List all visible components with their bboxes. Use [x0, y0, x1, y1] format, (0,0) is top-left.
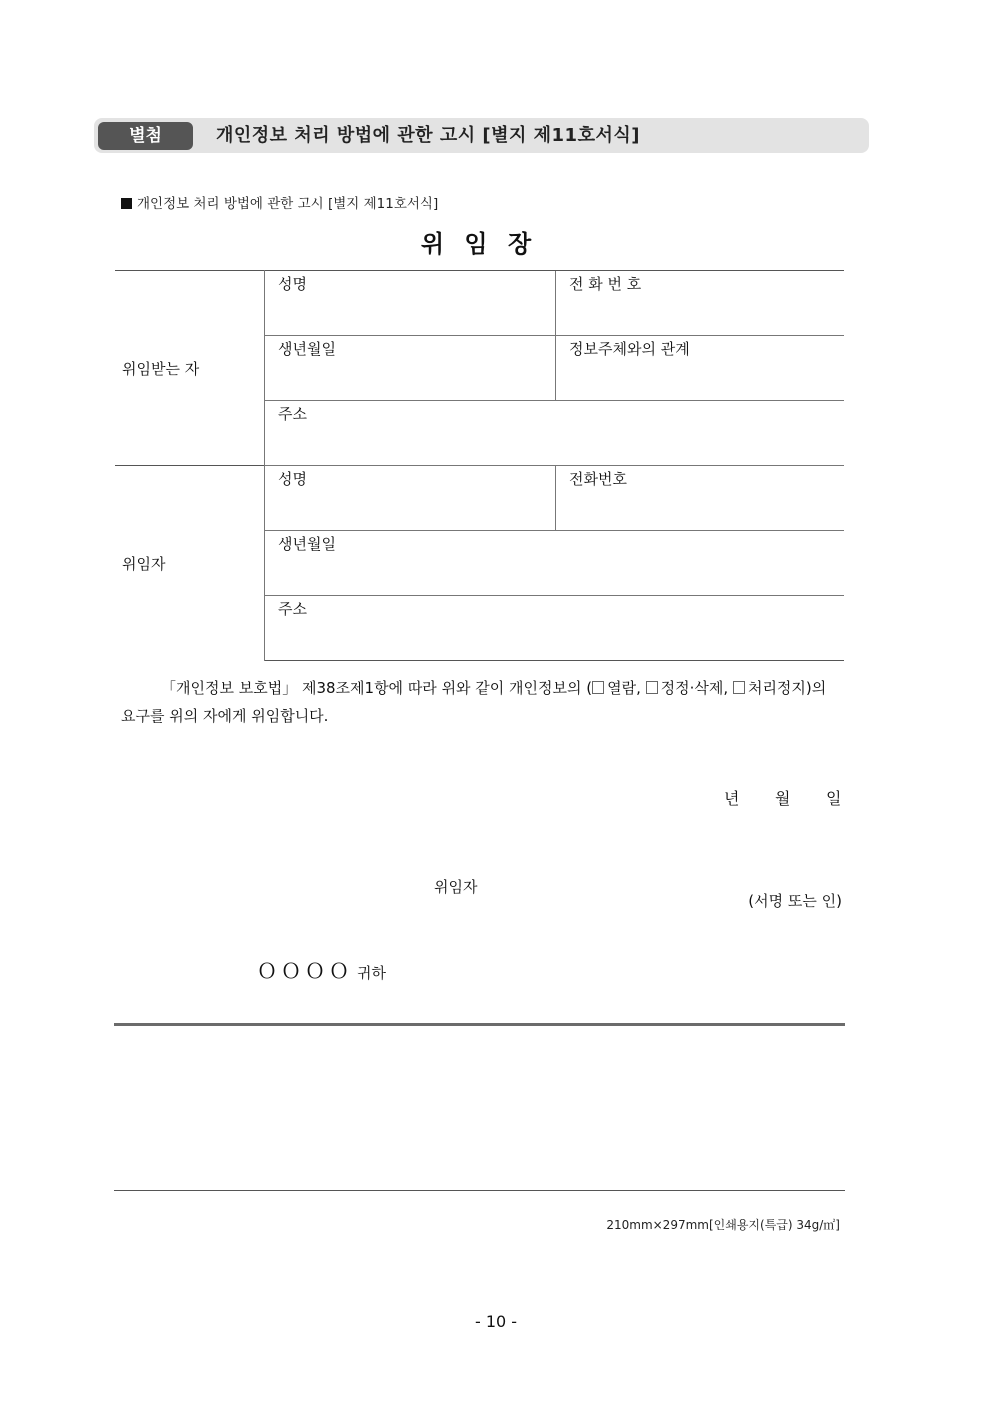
form-reference	[121, 192, 438, 212]
delegator-phone-field[interactable]: 전화번호	[556, 466, 845, 531]
signer-label: 위임자	[434, 878, 478, 896]
checkbox-view[interactable]	[592, 681, 604, 694]
footer-divider	[114, 1190, 845, 1191]
document-title: 위 임 장	[420, 230, 538, 258]
power-of-attorney-form	[115, 270, 844, 661]
delegator-name-field[interactable]: 성명	[265, 466, 556, 531]
checkbox-correct-delete[interactable]	[646, 681, 658, 694]
delegator-address-field[interactable]: 주소	[265, 596, 845, 661]
date-month: 월	[775, 789, 791, 808]
delegate-relation-field[interactable]: 정보주체와의 관계	[556, 336, 845, 401]
appendix-banner	[94, 118, 869, 153]
delegator-group-label: 위임자	[115, 466, 265, 661]
checkbox-suspend[interactable]	[733, 681, 745, 694]
statement-text: 「개인정보 보호법」 제38조제1항에 따라 위와 같이 개인정보의 (	[161, 679, 593, 697]
paper-specification: 210mm×297mm[인쇄용지(특급) 34g/㎡]	[606, 1218, 840, 1232]
appendix-tag: 별첨	[98, 122, 193, 150]
signature-note: (서명 또는 인)	[748, 892, 842, 910]
form-reference-text: 개인정보 처리 방법에 관한 고시 [별지 제11호서식]	[137, 196, 439, 212]
date-year: 년	[724, 789, 740, 808]
option-correct-delete-label: 정정·삭제,	[660, 679, 729, 697]
date-day: 일	[826, 789, 842, 808]
recipient-suffix: 귀하	[357, 964, 386, 982]
recipient-placeholder: ＯＯＯＯ	[257, 959, 353, 983]
delegator-birthdate-field[interactable]: 생년월일	[265, 531, 845, 596]
appendix-title: 개인정보 처리 방법에 관한 고시 [별지 제11호서식]	[216, 125, 640, 146]
section-divider	[114, 1023, 845, 1026]
page-number: - 10 -	[474, 1312, 518, 1331]
delegate-address-field[interactable]: 주소	[265, 401, 845, 466]
delegate-name-field[interactable]: 성명	[265, 271, 556, 336]
recipient-line	[257, 955, 386, 984]
square-bullet-icon	[121, 198, 132, 209]
delegation-statement	[121, 674, 843, 730]
statement-text-continued: 요구를 위의 자에게 위임합니다.	[121, 707, 329, 725]
option-suspend-label: 처리정지)의	[747, 679, 827, 697]
delegate-phone-field[interactable]: 전 화 번 호	[556, 271, 845, 336]
delegate-birthdate-field[interactable]: 생년월일	[265, 336, 556, 401]
option-view-label: 열람,	[607, 679, 641, 697]
delegate-group-label: 위임받는 자	[115, 271, 265, 466]
